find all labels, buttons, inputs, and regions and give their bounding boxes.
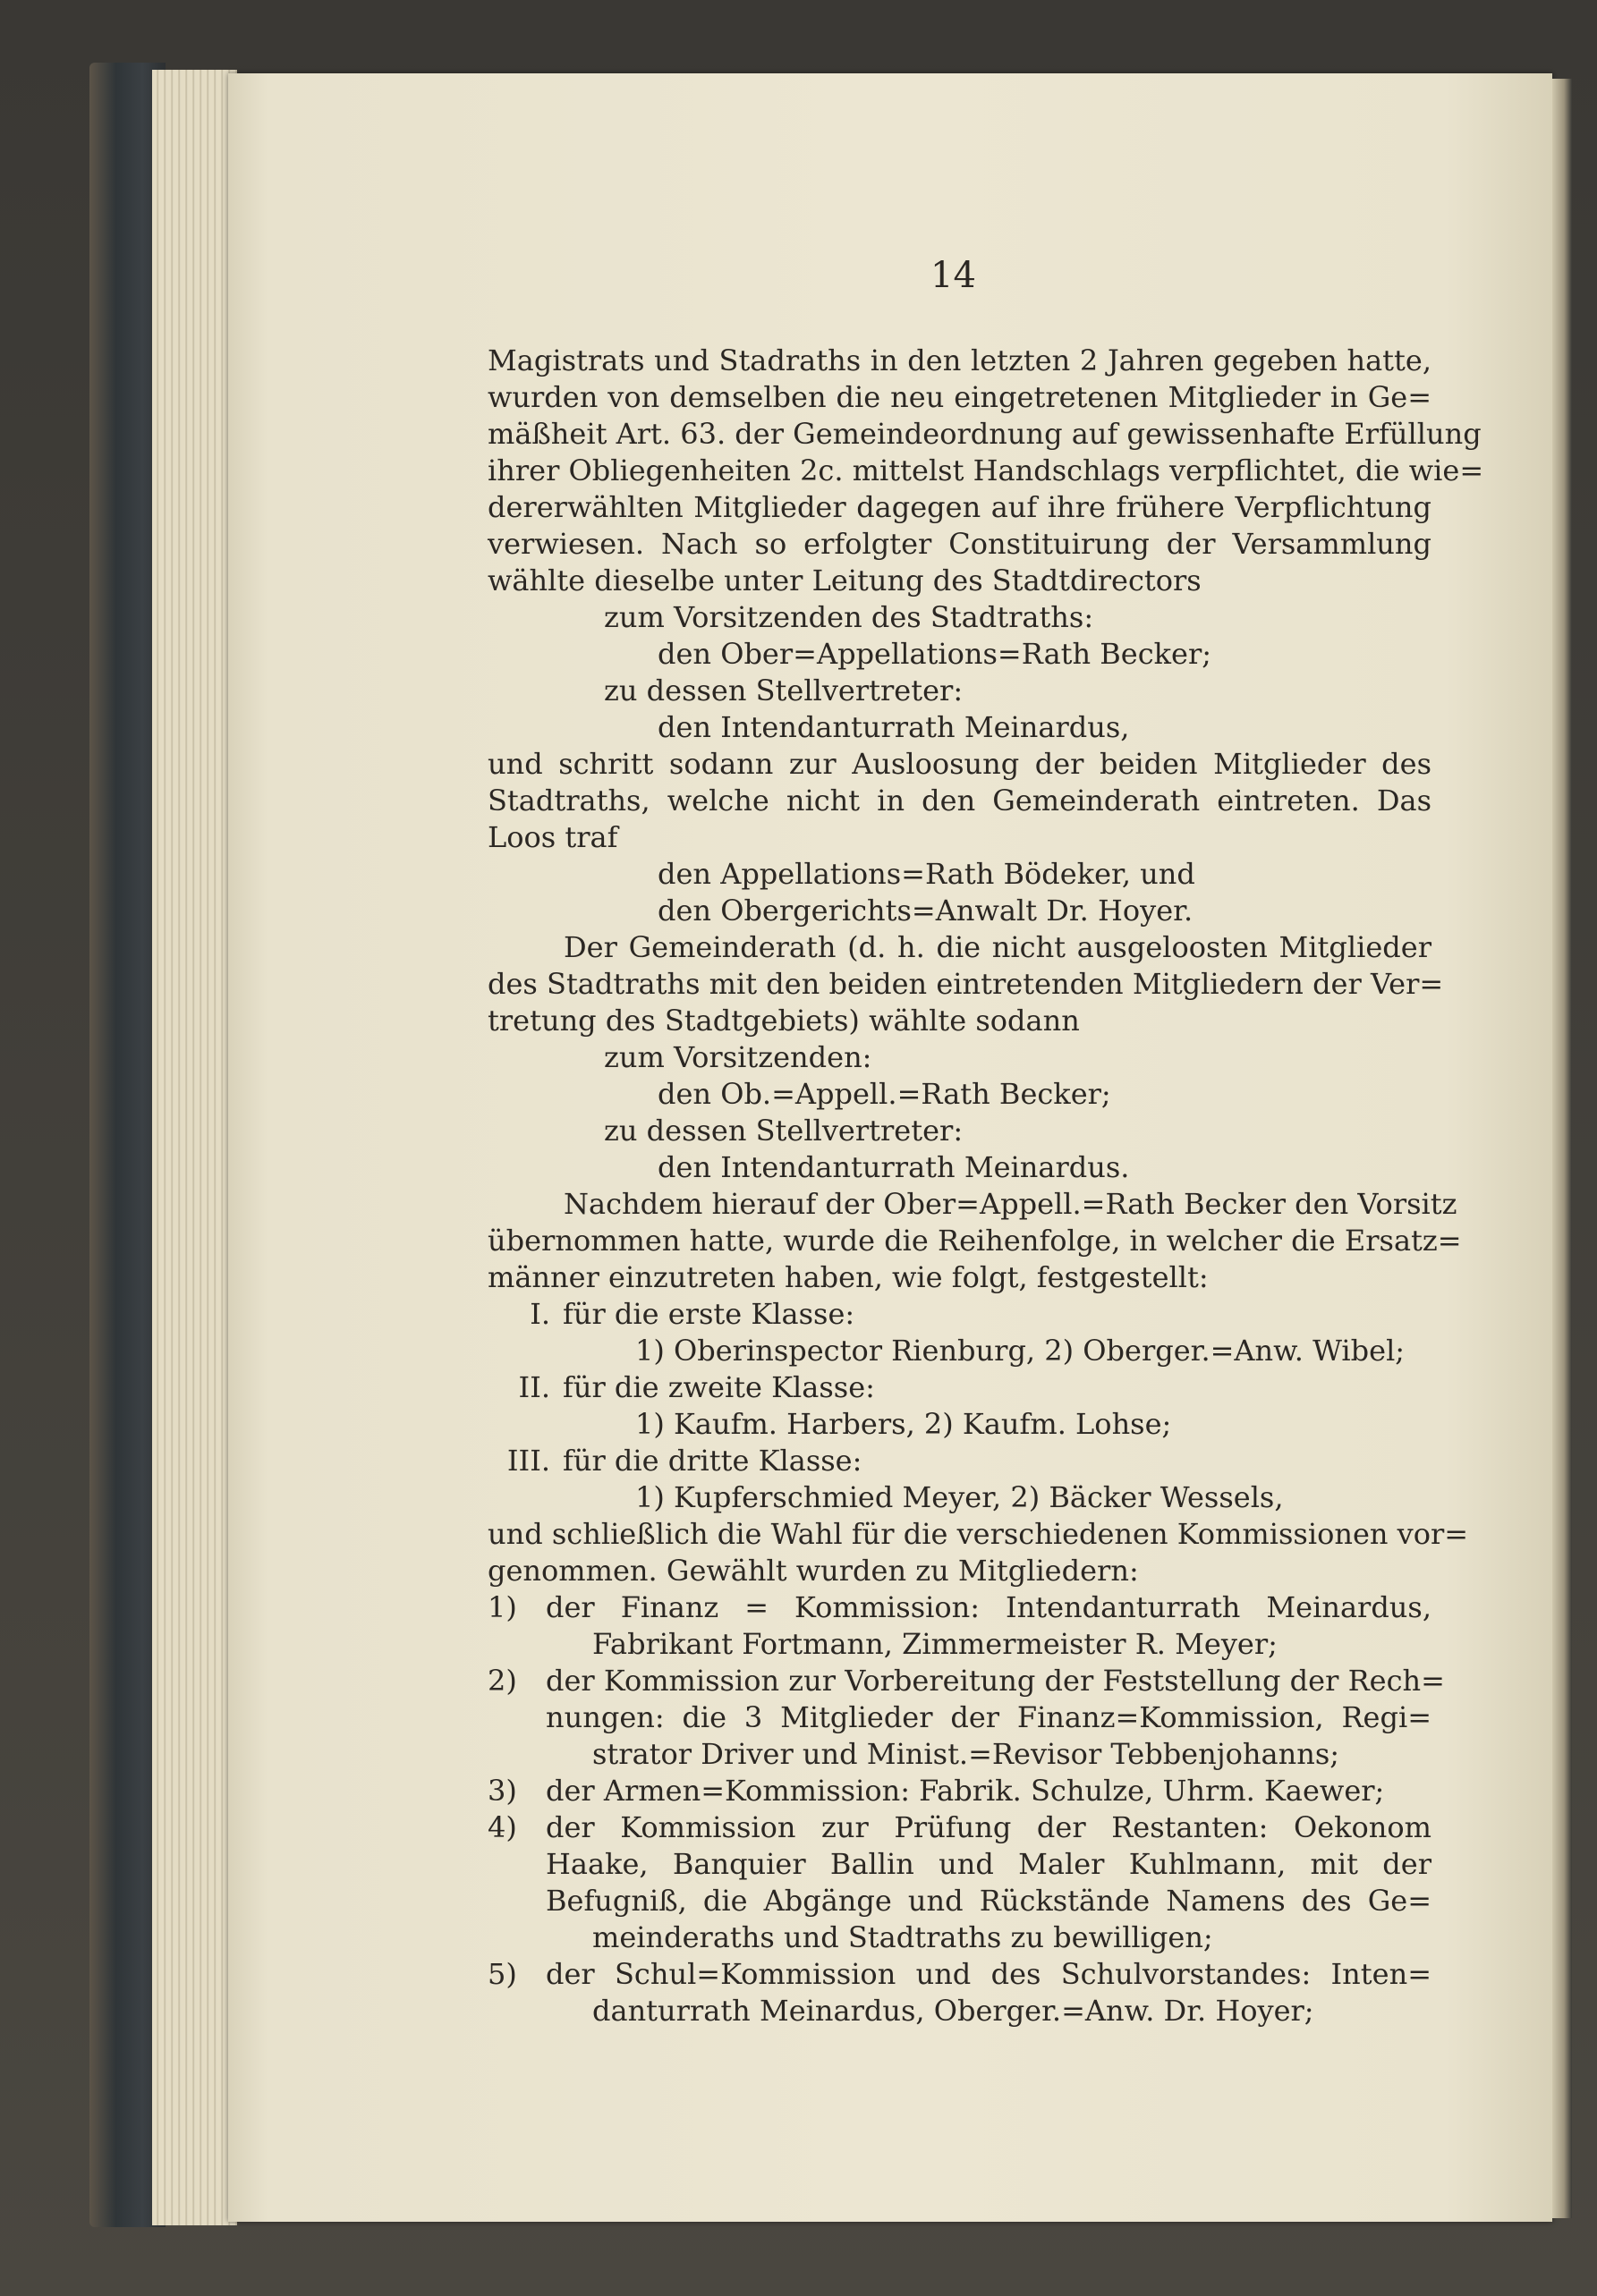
- class-list: [488, 1296, 1431, 1516]
- class-number: I.: [530, 1297, 550, 1331]
- text-line: den Intendanturrath Meinardus,: [658, 710, 1130, 744]
- text-line: Fabrikant Fortmann, Zimmermeister R. Meyer;: [592, 1627, 1278, 1661]
- text-line: und schritt sodann zur Ausloosung der beiden Mitglieder des: [488, 747, 1431, 781]
- text-line: Magistrats und Stadraths in den letzten 2 Jahren gegeben hatte,: [488, 343, 1431, 377]
- class-row: [488, 1443, 1431, 1479]
- text-line: den Appellations=Rath Bödeker, und: [658, 857, 1195, 891]
- text-line: zu dessen Stellvertreter:: [604, 1114, 964, 1148]
- text-line: danturrath Meinardus, Oberger.=Anw. Dr. Hoyer;: [592, 1994, 1314, 2028]
- paragraph: [488, 929, 1444, 1003]
- text-line: [488, 1589, 1431, 1626]
- item-text: Befugniß, die Abgänge und Rückstände Namens des Ge=: [546, 1884, 1431, 1918]
- class-label: für die erste Klasse:: [563, 1297, 855, 1331]
- text-line: übernommen hatte, wurde die Reihenfolge, in welcher die Ersatz=: [488, 1224, 1462, 1258]
- text-line: zu dessen Stellvertreter:: [604, 674, 964, 707]
- text-line: zum Vorsitzenden des Stadtraths:: [604, 600, 1094, 634]
- text-line: mäßheit Art. 63. der Gemeindeordnung auf gewissenhafte Erfüllung: [488, 417, 1482, 451]
- class-label: für die zweite Klasse:: [563, 1370, 875, 1404]
- text-line: Stadtraths, welche nicht in den Gemeinderath eintreten. Das: [488, 784, 1431, 818]
- item-number: 1): [488, 1590, 517, 1624]
- paragraph: [488, 1516, 1469, 1553]
- commission-item: [488, 1589, 1431, 1663]
- text-line: [488, 1699, 1431, 1736]
- text-line: dererwählten Mitglieder dagegen auf ihre frühere Verpflichtung: [488, 490, 1431, 524]
- class-members: 1) Kupferschmied Meyer, 2) Bäcker Wessels,: [635, 1480, 1284, 1514]
- item-text: der Armen=Kommission: Fabrik. Schulze, Uhrm. Kaewer;: [546, 1774, 1385, 1808]
- item-text: der Kommission zur Prüfung der Restanten: Oekonom: [546, 1810, 1431, 1844]
- item-number: 3): [488, 1774, 517, 1808]
- item-text: Haake, Banquier Ballin und Maler Kuhlmann, mit der: [546, 1847, 1431, 1881]
- item-number: [441, 1846, 546, 1883]
- class-row: [488, 1369, 1431, 1406]
- class-members: 1) Oberinspector Rienburg, 2) Oberger.=Anw. Wibel;: [635, 1334, 1406, 1368]
- class-members: 1) Kaufm. Harbers, 2) Kaufm. Lohse;: [635, 1407, 1172, 1441]
- item-text: der Finanz = Kommission: Intendanturrath Meinardus,: [546, 1590, 1431, 1624]
- page-right-edge: [1552, 79, 1572, 2218]
- page-text: [488, 343, 1484, 2029]
- text-line: verwiesen. Nach so erfolgter Constituirung der Versammlung: [488, 527, 1431, 561]
- page-edges: [152, 70, 237, 2225]
- text-line: tretung des Stadtgebiets) wählte sodann: [488, 1004, 1080, 1038]
- text-line: männer einzutreten haben, wie folgt, festgestellt:: [488, 1260, 1209, 1294]
- item-number: 4): [488, 1810, 517, 1844]
- text-line: [488, 1956, 1431, 1993]
- text-line: wurden von demselben die neu eingetretenen Mitglieder in Ge=: [488, 380, 1431, 414]
- text-line: Loos traf: [488, 820, 618, 854]
- commission-item: [488, 1809, 1431, 1956]
- text-line: [488, 1663, 1445, 1699]
- text-line: den Ob.=Appell.=Rath Becker;: [658, 1077, 1111, 1111]
- page-number: 14: [930, 255, 976, 296]
- text-line: ihrer Obliegenheiten 2c. mittelst Handschlags verpflichtet, die wie=: [488, 453, 1484, 487]
- text-line: [488, 1846, 1431, 1883]
- item-number: [441, 1699, 546, 1736]
- commission-item: [488, 1956, 1431, 2029]
- text-line: [488, 1809, 1431, 1846]
- commission-item: [488, 1663, 1445, 1773]
- paragraph: [488, 1186, 1462, 1259]
- text-line: strator Driver und Minist.=Revisor Tebbenjohanns;: [592, 1737, 1340, 1771]
- item-text: der Kommission zur Vorbereitung der Feststellung der Rech=: [546, 1664, 1445, 1698]
- text-line: und schließlich die Wahl für die verschiedenen Kommissionen vor=: [488, 1517, 1469, 1551]
- commission-list: [488, 1589, 1445, 2029]
- class-number: III.: [506, 1444, 550, 1478]
- text-line: meinderaths und Stadtraths zu bewilligen;: [592, 1920, 1213, 1954]
- text-line: [488, 1773, 1431, 1809]
- class-label: für die dritte Klasse:: [563, 1444, 862, 1478]
- text-line: Nachdem hierauf der Ober=Appell.=Rath Becker den Vorsitz: [564, 1187, 1457, 1221]
- paragraph: [488, 343, 1484, 599]
- item-number: 2): [488, 1664, 517, 1698]
- item-text: der Schul=Kommission und des Schulvorstandes: Inten=: [546, 1957, 1431, 1991]
- text-line: zum Vorsitzenden:: [604, 1040, 872, 1074]
- item-text: nungen: die 3 Mitglieder der Finanz=Kommission, Regi=: [546, 1700, 1431, 1734]
- paragraph: [488, 746, 1431, 819]
- commission-item: [488, 1773, 1431, 1809]
- text-line: genommen. Gewählt wurden zu Mitgliedern:: [488, 1554, 1139, 1588]
- text-line: den Ober=Appellations=Rath Becker;: [658, 637, 1212, 671]
- class-number: II.: [518, 1370, 550, 1404]
- class-row: [488, 1296, 1431, 1333]
- text-line: Der Gemeinderath (d. h. die nicht ausgeloosten Mitglieder: [564, 930, 1431, 964]
- item-number: 5): [488, 1957, 517, 1991]
- text-line: den Intendanturrath Meinardus.: [658, 1150, 1130, 1184]
- text-line: [488, 1883, 1431, 1919]
- text-line: den Obergerichts=Anwalt Dr. Hoyer.: [658, 894, 1194, 928]
- item-number: [441, 1883, 546, 1919]
- text-line: des Stadtraths mit den beiden eintretenden Mitgliedern der Ver=: [488, 967, 1444, 1001]
- text-line: wählte dieselbe unter Leitung des Stadtdirectors: [488, 563, 1202, 597]
